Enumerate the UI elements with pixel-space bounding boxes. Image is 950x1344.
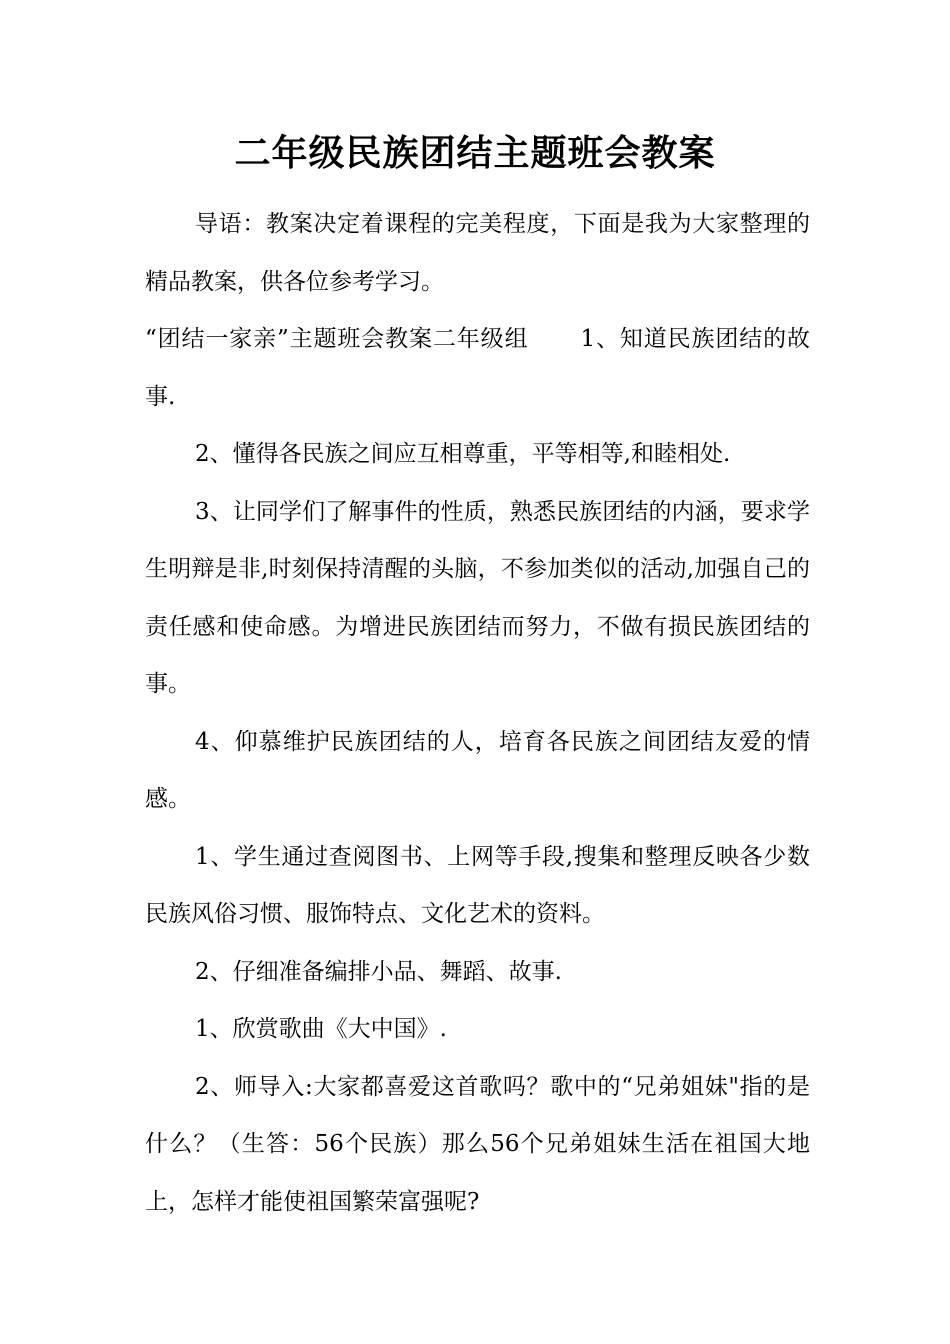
step-2-paragraph: 2、师导入:大家都喜爱这首歌吗？歌中的“兄弟姐妹"指的是什么？（生答：56个民族）那么56个兄弟姐妹生活在祖国大地上，怎样才能使祖国繁荣富强呢? — [145, 1073, 810, 1215]
prep-1-paragraph: 1、学生通过查阅图书、上网等手段,搜集和整理反映各少数民族风俗习惯、服饰特点、文化艺术的资料。 — [145, 843, 810, 927]
step-1-paragraph: 1、欣赏歌曲《大中国》. — [195, 1016, 447, 1042]
theme-heading-text: “团结一家亲”主题班会教案二年级组 — [145, 326, 529, 352]
goal-1-text: 1、知道民族团结的故事. — [145, 326, 810, 410]
document-body — [145, 196, 810, 1231]
intro-paragraph: 导语：教案决定着课程的完美程度，下面是我为大家整理的精品教案，供各位参考学习。 — [145, 211, 810, 295]
theme-heading-paragraph — [145, 311, 810, 426]
goal-2-paragraph: 2、懂得各民族之间应互相尊重，平等相等,和睦相处. — [195, 441, 731, 467]
goal-4-paragraph: 4、仰慕维护民族团结的人，培育各民族之间团结友爱的情感。 — [145, 728, 810, 812]
goal-3-paragraph: 3、让同学们了解事件的性质，熟悉民族团结的内涵，要求学生明辩是非,时刻保持清醒的头脑，不参加类似的活动,加强自己的责任感和使命感。为增进民族团结而努力，不做有损民族团结的事。 — [145, 498, 810, 697]
prep-2-paragraph: 2、仔细准备编排小品、舞蹈、故事. — [195, 958, 562, 985]
page-title: 二年级民族团结主题班会教案 — [234, 133, 716, 174]
